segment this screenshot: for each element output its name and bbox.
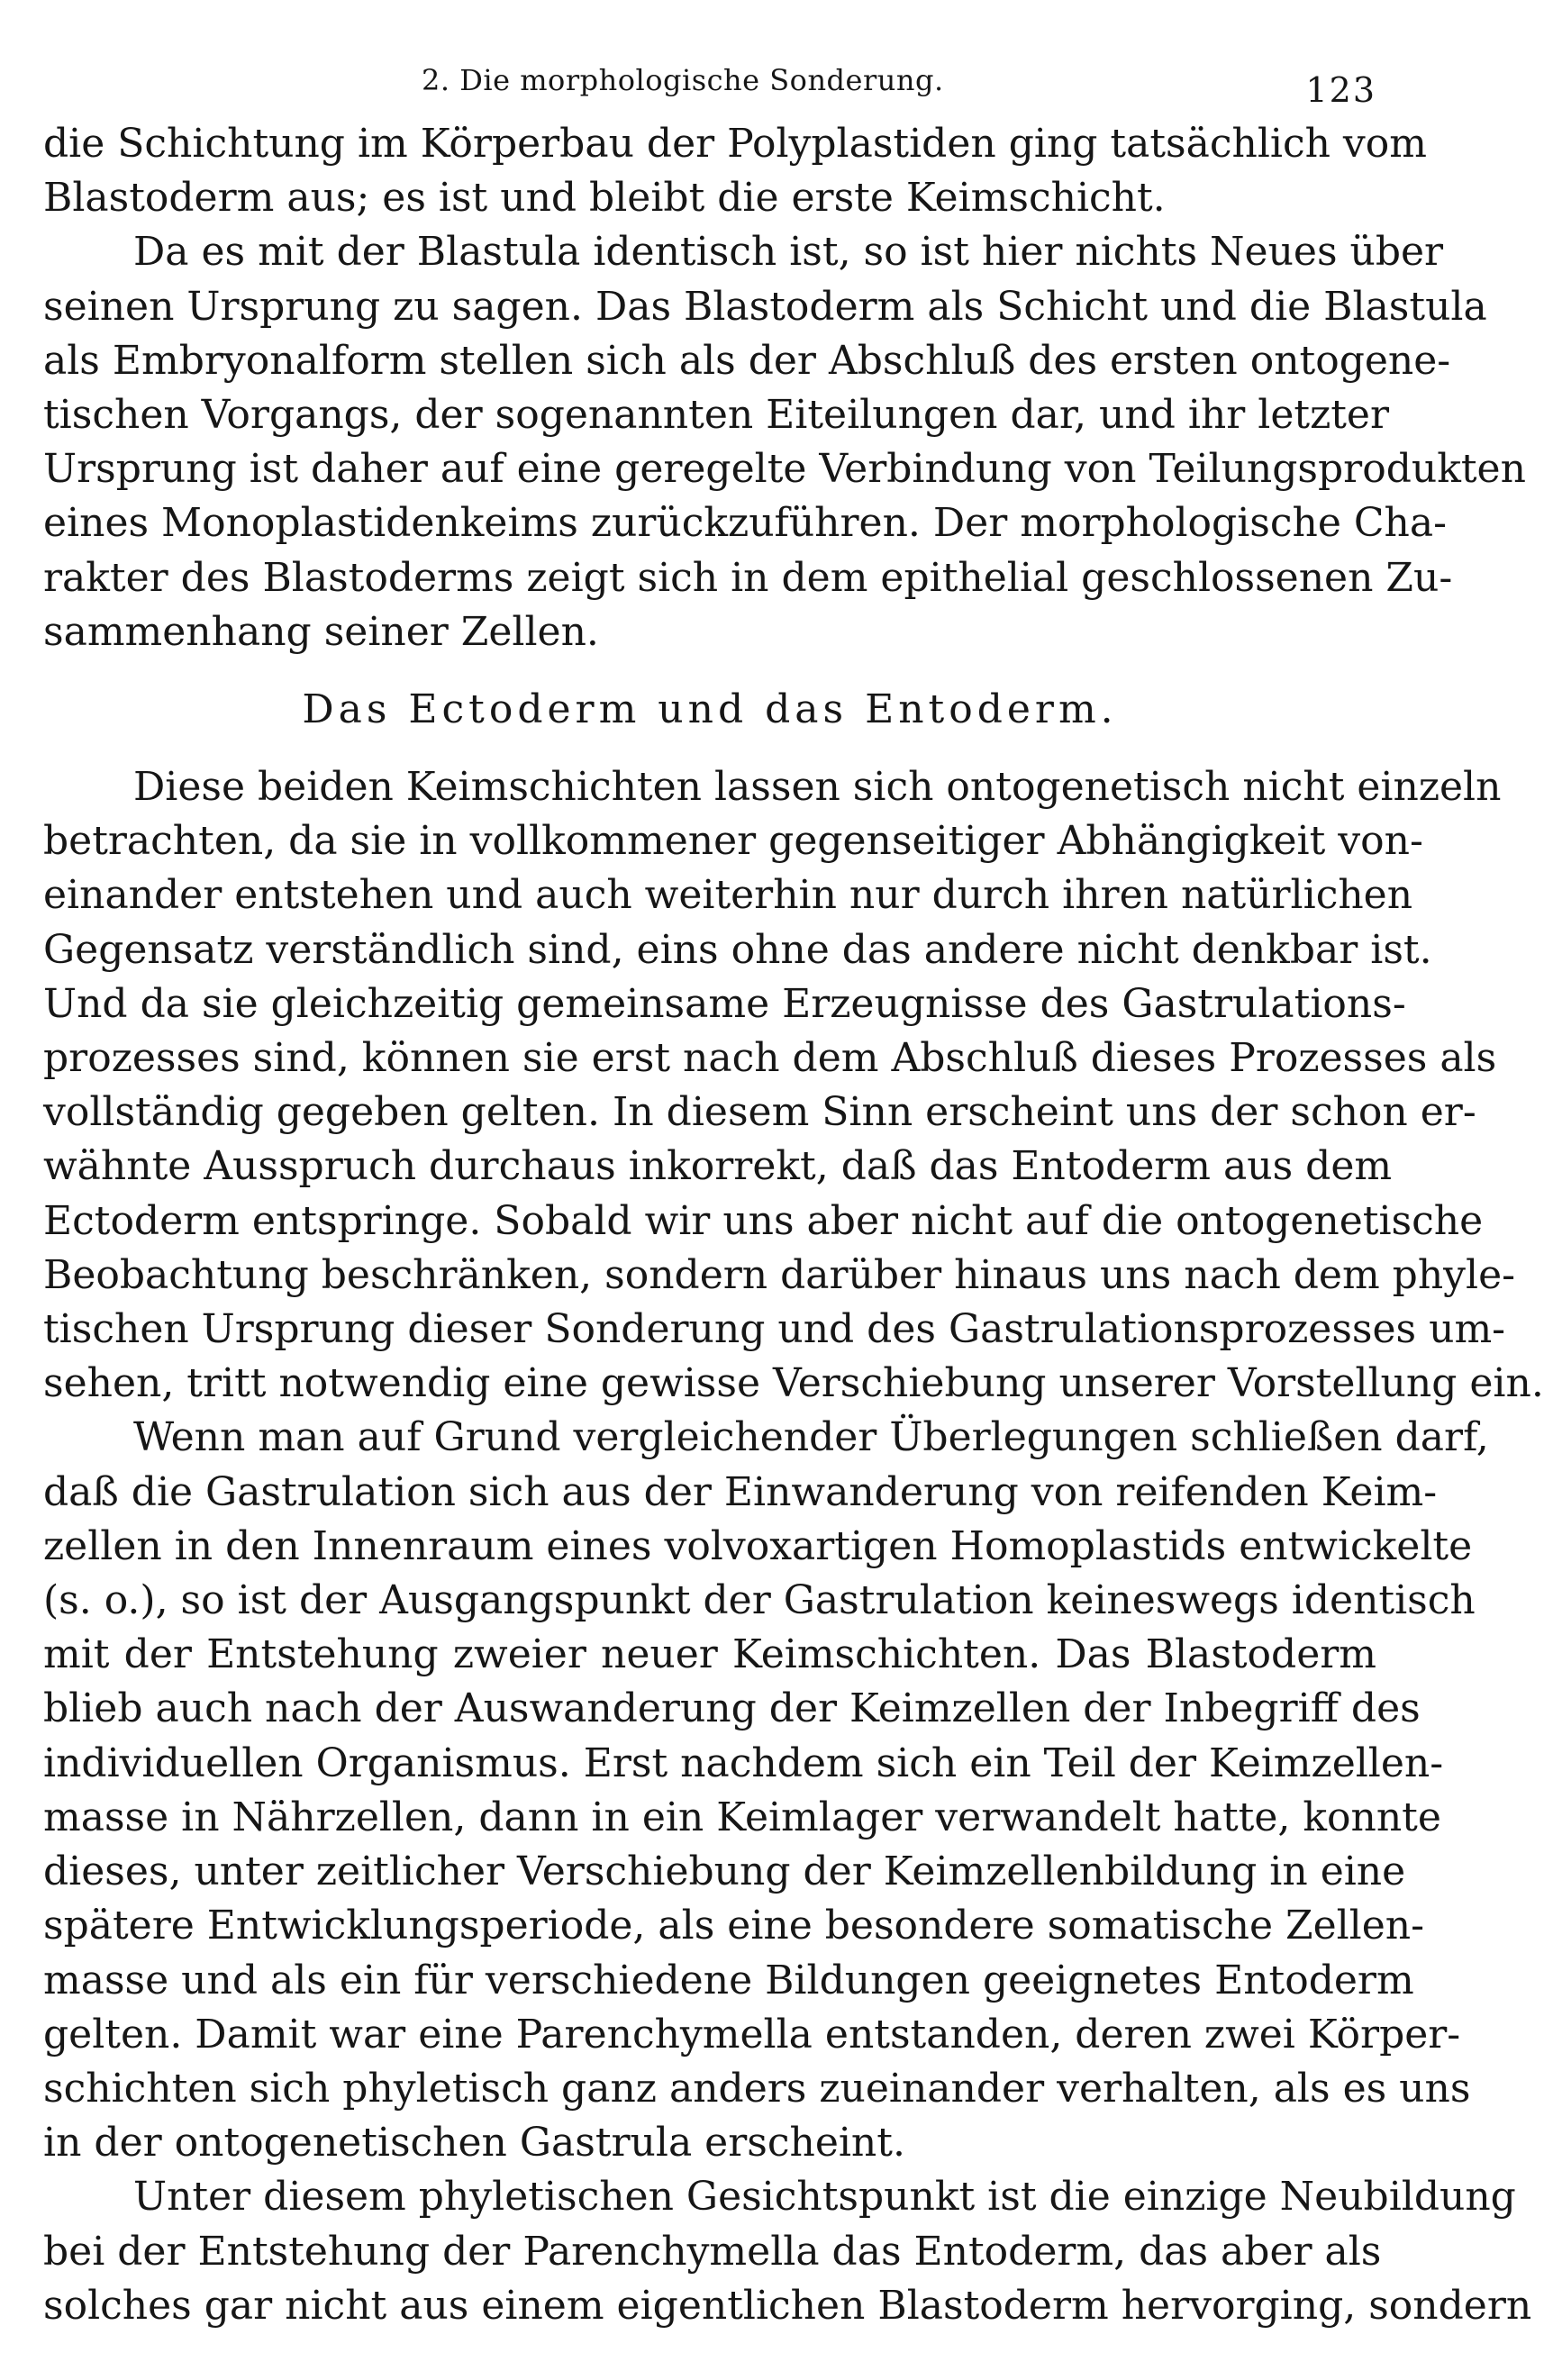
text-line: Da es mit der Blastula identisch ist, so ist hier nichts Neues über — [133, 229, 1444, 276]
text-line: Ursprung ist daher auf eine geregelte Verbindung von Teilungsprodukten — [43, 446, 1526, 493]
text-line: daß die Gastrulation sich aus der Einwanderung von reifenden Keim- — [43, 1468, 1438, 1515]
text-line: schichten sich phyletisch ganz anders zueinander verhalten, als es uns — [43, 2065, 1471, 2112]
text-line: individuellen Organismus. Erst nachdem sich ein Teil der Keimzellen- — [43, 1740, 1444, 1786]
text-line: masse in Nährzellen, dann in ein Keimlager verwandelt hatte, konnte — [43, 1794, 1441, 1840]
text-line: betrachten, da sie in vollkommener gegenseitiger Abhängigkeit von- — [43, 818, 1423, 865]
text-line: gelten. Damit war eine Parenchymella entstanden, deren zwei Körper- — [43, 2011, 1461, 2058]
text-line: als Embryonalform stellen sich als der Abschluß des ersten ontogene- — [43, 337, 1451, 384]
page-number: 123 — [1305, 70, 1376, 110]
text-line: bei der Entstehung der Parenchymella das Entoderm, das aber als — [43, 2228, 1382, 2275]
paragraph-continuation — [43, 117, 1428, 225]
running-head — [43, 54, 1376, 117]
text-line: sammenhang seiner Zellen. — [43, 608, 599, 655]
text-line: Beobachtung beschränken, sondern darüber hinaus uns nach dem phyle- — [43, 1251, 1516, 1298]
text-line: blieb auch nach der Auswanderung der Keimzellen der Inbegriff des — [43, 1685, 1421, 1732]
text-line: dieses, unter zeitlicher Verschiebung der Keimzellenbildung in eine — [43, 1849, 1406, 1895]
text-line: masse und als ein für verschiedene Bildungen geeignetes Entoderm — [43, 1957, 1414, 2003]
paragraph-blastula — [43, 225, 1526, 659]
text-line: einander entstehen und auch weiterhin nur durch ihren natürlichen — [43, 872, 1413, 919]
text-line: seinen Ursprung zu sagen. Das Blastoderm als Schicht und die Blastula — [43, 283, 1487, 330]
section-heading: Das Ectoderm und das Entoderm. — [302, 686, 1118, 733]
book-page — [43, 54, 1544, 2333]
text-line: Blastoderm aus; es ist und bleibt die erste Keimschicht. — [43, 175, 1166, 222]
text-line: (s. o.), so ist der Ausgangspunkt der Gastrulation keineswegs identisch — [43, 1577, 1476, 1624]
text-line: eines Monoplastidenkeims zurückzuführen. Der morphologische Cha- — [43, 500, 1447, 547]
text-line: spätere Entwicklungsperiode, als eine besondere somatische Zellen- — [43, 1903, 1424, 1949]
paragraph-neubildung — [43, 2170, 1532, 2333]
text-line: tischen Vorgangs, der sogenannten Eiteilungen dar, und ihr letzter — [43, 392, 1390, 439]
text-line: rakter des Blastoderms zeigt sich in dem epithelial geschlossenen Zu- — [43, 554, 1453, 601]
running-title: 2. Die morphologische Sonderung. — [422, 63, 944, 97]
text-line: Ectoderm entspringe. Sobald wir uns aber nicht auf die ontogenetische — [43, 1197, 1484, 1244]
text-line: Diese beiden Keimschichten lassen sich ontogenetisch nicht einzeln — [133, 764, 1502, 811]
text-line: in der ontogenetischen Gastrula erscheint. — [43, 2120, 905, 2167]
text-line: wähnte Ausspruch durchaus inkorrekt, daß das Entoderm aus dem — [43, 1143, 1393, 1190]
paragraph-keimschichten — [43, 760, 1544, 1411]
text-line: zellen in den Innenraum eines volvoxartigen Homoplastids entwickelte — [43, 1522, 1473, 1569]
text-line: mit der Entstehung zweier neuer Keimschichten. Das Blastoderm — [43, 1631, 1376, 1678]
text-line: Unter diesem phyletischen Gesichtspunkt ist die einzige Neubildung — [133, 2174, 1516, 2221]
text-line: vollständig gegeben gelten. In diesem Sinn erscheint uns der schon er- — [43, 1089, 1476, 1136]
text-line: Gegensatz verständlich sind, eins ohne das andere nicht denkbar ist. — [43, 926, 1432, 973]
text-line: prozesses sind, können sie erst nach dem Abschluß dieses Prozesses als — [43, 1035, 1497, 1082]
text-line: tischen Ursprung dieser Sonderung und des Gastrulationsprozesses um- — [43, 1306, 1506, 1353]
text-line: Wenn man auf Grund vergleichender Überlegungen schließen darf, — [133, 1414, 1489, 1461]
text-line: solches gar nicht aus einem eigentlichen Blastoderm hervorging, sondern — [43, 2282, 1532, 2329]
text-line: die Schichtung im Körperbau der Polyplastiden ging tatsächlich vom — [43, 121, 1428, 167]
text-line: sehen, tritt notwendig eine gewisse Verschiebung unserer Vorstellung ein. — [43, 1360, 1544, 1407]
paragraph-gastrulation — [43, 1411, 1489, 2170]
text-line: Und da sie gleichzeitig gemeinsame Erzeugnisse des Gastrulations- — [43, 980, 1406, 1027]
